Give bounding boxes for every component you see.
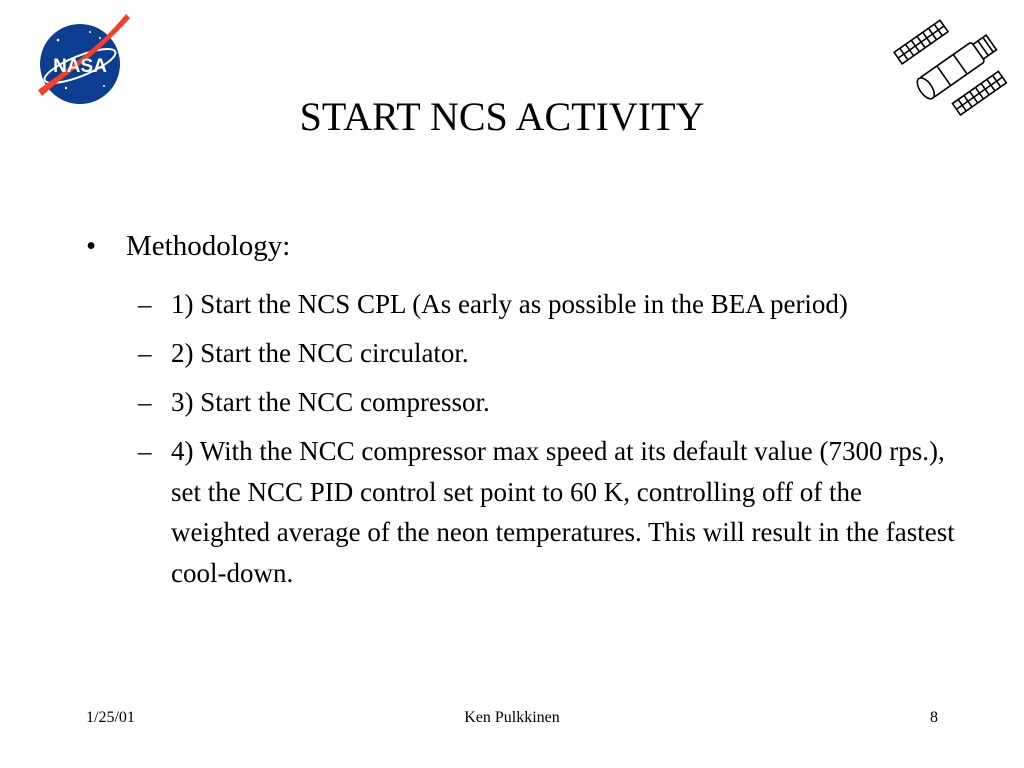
step-item xyxy=(138,333,958,374)
dash-marker: – xyxy=(138,289,152,319)
step-item xyxy=(138,284,958,325)
dash-marker: – xyxy=(138,436,152,466)
dash-marker: – xyxy=(138,387,152,417)
bullet-marker: • xyxy=(86,230,97,262)
step-item xyxy=(138,382,958,423)
footer-author: Ken Pulkkinen xyxy=(464,709,560,726)
dash-marker: – xyxy=(138,338,152,368)
nasa-meatball-icon xyxy=(30,10,136,104)
footer-date: 1/25/01 xyxy=(86,709,135,726)
step-item xyxy=(138,431,958,593)
step-text: 2) Start the NCC circulator. xyxy=(171,338,469,368)
nasa-logo xyxy=(30,10,136,104)
step-text: 1) Start the NCS CPL (As early as possible in the BEA period) xyxy=(171,289,848,319)
bullet-methodology xyxy=(86,226,290,266)
methodology-steps xyxy=(138,284,958,602)
bullet-label: Methodology: xyxy=(126,230,291,262)
footer-page-number: 8 xyxy=(930,709,938,726)
slide-title: START NCS ACTIVITY xyxy=(299,94,705,139)
step-text: 4) With the NCC compressor max speed at its default value (7300 rps.), set the NCC PID control set point to 60 K, controlling off of the weighted average of the neon temperatures. This will result in the fastest cool-down. xyxy=(171,436,955,588)
step-text: 3) Start the NCC compressor. xyxy=(171,387,490,417)
svg-text:NASA: NASA xyxy=(53,56,107,77)
